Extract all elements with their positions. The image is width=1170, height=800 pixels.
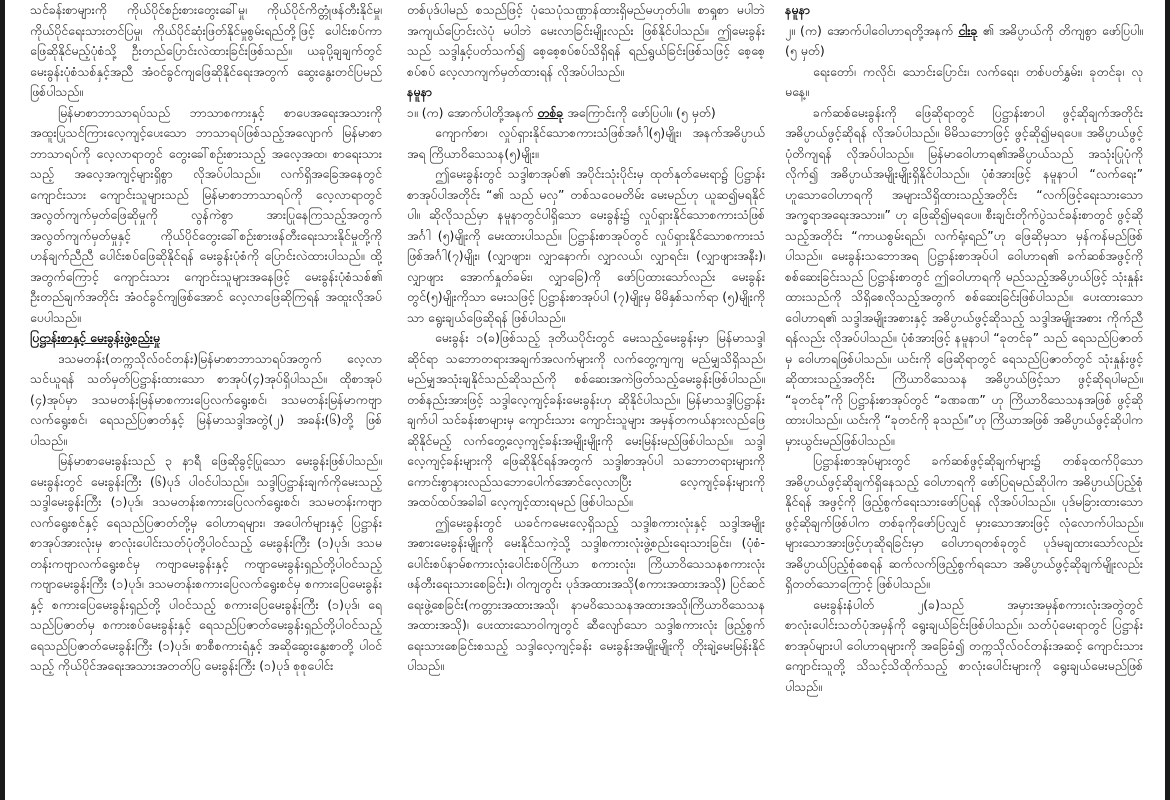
text-column-3 — [785, 0, 1143, 800]
example-label: နမူနာ — [407, 84, 432, 99]
paragraph: တစ်ပုဒ်ပါမည် စသည်ဖြင့် ပုံသေပုံသဏ္ဌာန်ထားရှိမည်မဟုတ်ပါ။ စာရှုစာ မပါဘဲ အကျယ်ပြောင်းလဲပုံ မပါဘဲ မေးလာခြင်းမျိုးလည်း ဖြစ်နိုင်ပါသည်။ ဤမေးခွန်းသည် သဒ္ဒါနှင့်ပတ်သက်၍ စေ့စေ့စပ်စပ်သိရှိရန် ရည်ရွယ်ခြင်းဖြစ်သဖြင့် စေ့စေ့စပ်စပ် လေ့လာကျက်မှတ်ထားရန် လိုအပ်ပါသည်။ — [407, 2, 765, 79]
question-text: အကြောင်းကို ဖော်ပြပါ။ (၅ မှတ်) — [563, 104, 716, 120]
paragraph: မြန်မာစာဘာသာရပ်သည် ဘာသာစကားနှင့် စာပေအရေးအသားကို အထူးပြုသင်ကြားလေ့ကျင့်ပေးသော ဘာသာရပ်ဖြစ်သည့်အလျောက် မြန်မာစာဘာသာရပ်ကို လေ့လာရာတွင် တွေးခေါ်စဉ်းစားသည့် အလေ့အထ၊ စာရေးသားသည့် အလေ့အကျင့်များရှိစွာ လိုအပ်ပါသည်။ လက်ရှိအခြေအနေတွင် ကျောင်းသား ကျောင်းသူများသည် မြန်မာစာဘာသာရပ်ကို လေ့လာရာတွင် အလွတ်ကျက်မှတ်ဖြေဆိုမှုကို လွန်ကဲစွာ အားပြုနေကြသည့်အတွက် အလွတ်ကျက်မှတ်မှုနှင့် ကိုယ်ပိုင်တွေးခေါ်စဉ်းစားဖန်တီးရေးသားနိုင်မှုတို့ကို ဟန်ချက်ညီညီ ပေါင်းစပ်ဖြေဆိုနိုင်ရန် မေးခွန်းပုံစံကို ပြောင်းလဲထားပါသည်။ ထို့အတွက်ကြောင့် ကျောင်းသား ကျောင်းသူများအနေဖြင့် မေးခွန်းပုံစံသစ်၏ ဦးတည်ချက်အတိုင်း အံဝင်ခွင်ကျဖြစ်အောင် လေ့လာဖြေဆိုကြရန် အထူးလိုအပ်ပေပါသည်။ — [30, 104, 382, 325]
paragraph: ဒသမတန်း(တက္ကသိုလ်ဝင်တန်း)မြန်မာစာဘာသာရပ်အတွက် လေ့လာသင်ယူရန် သတ်မှတ်ပြဋ္ဌာန်းထားသော စာအုပ်(၄)အုပ်ရှိပါသည်။ ထိုစာအုပ် (၄)အုပ်မှာ ဒသမတန်းမြန်မာစကားပြေလက်ရွေးစင်၊ ဒသမတန်းမြန်မာကဗျာလက်ရွေးစင်၊ ရေသည်ပြဇာတ်နှင့် မြန်မာသဒ္ဒါအတွဲ(၂) အခန်း(၆)တို့ ဖြစ်ပါသည်။ — [30, 350, 382, 448]
right-border-rule — [1165, 0, 1170, 800]
paragraph: မြန်မာစာမေးခွန်းသည် ၃ နာရီ ဖြေဆိုခွင့်ပြုသော မေးခွန်းဖြစ်ပါသည်။ မေးခွန်းတွင် မေးခွန်းကြီး (၆)ပုဒ် ပါဝင်ပါသည်။ သဒ္ဒါပြဋ္ဌာန်းချက်ကိုမေးသည့် သဒ္ဒါမေးခွန်းကြီး (၁)ပုဒ်၊ ဒသမတန်းစကားပြေလက်ရွေးစင်၊ ဒသမတန်းကဗျာလက်ရွေးစင်နှင့် ရေသည်ပြဇာတ်တို့မှ ဝေါဟာရများ၊ အပေါက်များနှင့် ပြဋ္ဌာန်းစာအုပ်အားလုံးမှ စာလုံးပေါင်းသတ်ပုံတို့ပါဝင်သည့် မေးခွန်းကြီး (၁)ပုဒ်၊ ဒသမတန်းကဗျာလက်ရွေးစင်မှ ကဗျာမေးခွန်းနှင့် ကဗျာမေးခွန်းရှည်တို့ပါဝင်သည့် ကဗျာမေးခွန်းကြီး (၁)ပုဒ်၊ ဒသမတန်းစကားပြေလက်ရွေးစင်မှ စကားပြေမေးခွန်းနှင့် စကားပြေမေးခွန်းရှည်တို့ ပါဝင်သည့် စကားပြေမေးခွန်းကြီး (၁)ပုဒ်၊ ရေသည်ပြဇာတ်မှ စကားစပ်မေးခွန်းနှင့် ရေသည်ပြဇာတ်မေးခွန်းရှည်တို့ပါဝင်သည့် ရေသည်ပြဇာတ်မေးခွန်းကြီး (၁)ပုဒ်၊ စာစီစကားရံနှင့် အဆိုဆွေးနွေးစာတို့ ပါဝင်သည့် ကိုယ်ပိုင်အရေးအသားအတတ်ပြ မေးခွန်းကြီး (၁)ပုဒ် စုစုပေါင်း — [30, 453, 382, 673]
paragraph: ဤမေးခွန်းတွင် သဒ္ဒါစာအုပ်၏ အပိုင်းသုံးပိုင်းမှ ထုတ်နုတ်မေးရာ၌ ပြဋ္ဌာန်းစာအုပ်ပါအတိုင်း “၏ သည် မလှ” တစ်သဝေမတိမ်း မေးမည်ဟု ယူဆ၍မရနိုင်ပါ။ ဆိုလိုသည်မှာ နမူနာတွင်ပါရှိသော မေးခွန်း၌ လှုပ်ရှားနိုင်သောစကားသံဖြစ်အင်္ဂါ (၅)မျိုးကို မေးထားပါသည်။ ပြဋ္ဌာန်းစာအုပ်တွင် လှုပ်ရှားနိုင်သောစကားသံဖြစ်အင်္ဂါ(၇)မျိုး၊ (လျှာဖျား၊ လျှာနောက်၊ လျှာလယ်၊ လျှာရင်း၊ (လျှာဖျားအနီး)၊ လျှာဖျား အောက်နှုတ်ခမ်း၊ လျှာခြေ)ကို ဖော်ပြထားသော်လည်း မေးခွန်းတွင်(၅)မျိုးကိုသာ မေးသဖြင့် ပြဋ္ဌာန်းစာအုပ်ပါ (၇)မျိုးမှ မိမိနှစ်သက်ရာ (၅)မျိုးကိုသာ ရွေးချယ်ဖြေဆိုရန် ဖြစ်ပါသည်။ — [407, 166, 765, 325]
example-question — [785, 21, 1143, 62]
paragraph: မေးခွန်းနံပါတ် ၂(ခ)သည် အမှားအမှန်စကားလုံးအတွဲတွင် စာလုံးပေါင်းသတ်ပုံအမှန်ကို ရွေးချယ်ခြင်းဖြစ်ပါသည်။ သတ်ပုံမေးရာတွင် ပြဋ္ဌာန်းစာအုပ်များပါ ဝေါဟာရများကို အခြေခံ၍ တက္ကသိုလ်ဝင်တန်းအဆင့် ကျောင်းသား ကျောင်းသူတို့ သိသင့်သိထိုက်သည့် စာလုံးပေါင်းများကို ရွေးချယ်မေးမည်ဖြစ်ပါသည်။ — [785, 596, 1143, 694]
example-items: ကျောက်စာ၊ လှုပ်ရှားနိုင်သောစကားသံဖြစ်အင်္ဂါ(၅)မျိုး၊ အနက်အဓိပ္ပာယ်အရ ကြိယာဝိသေသန(၅)မျိုး။ — [407, 125, 765, 161]
section-heading: ပြဋ္ဌာန်းစာနှင့် မေးခွန်းဖွဲ့စည်းမှု — [30, 330, 160, 345]
question-text: (က) အောက်ပါတို့အနက် — [421, 104, 538, 120]
example-label: နမူနာ — [785, 2, 810, 17]
question-emphasis: တစ်ခု — [537, 104, 564, 120]
text-column-1 — [30, 0, 382, 800]
question-number: ၂။ — [785, 22, 795, 38]
question-emphasis: ငါးခု — [958, 22, 978, 38]
paragraph: ဤမေးခွန်းတွင် ယခင်ကမေးလေ့ရှိသည့် သဒ္ဒါစကားလုံးနှင့် သဒ္ဒါအမျိုးအစားမေးခွန်းမျိုးကို မေးနိုင်သကဲ့သို့ သဒ္ဒါစကားလုံးဖွဲ့စည်းရေးသားခြင်း၊ (ပုံစံ-ပေါင်းစပ်နာမ်စကားလုံးပေါင်းစပ်ကြိယာ စကားလုံး၊ ကြိယာဝိသေသနစကားလုံး ဖန်တီးရေးသားစေခြင်း)၊ ဝါကျတွင်း ပုဒ်အထားအသို(စကားအထားအသို) ပြင်ဆင်ရေးဖွဲ့စေခြင်း(ကတ္တားအထားအသို၊ နာမဝိသေသနအထားအသို၊ကြိယာဝိသေသနအထားအသို)၊ ပေးထားသောဝါကျတွင် ဆီလျော်သော သဒ္ဒါစကားလုံး ဖြည့်စွက်ရေးသားစေခြင်းစသည့် သဒ္ဒါလေ့ကျင့်ခန်း မေးခွန်းအမျိုးမျိုးကို တိုးချဲ့မေးမြန်းနိုင်ပါသည်။ — [407, 514, 765, 673]
question-number: ၁။ — [407, 104, 418, 120]
text-column-2 — [407, 0, 765, 800]
paragraph: ပြဋ္ဌာန်းစာအုပ်များတွင် ခက်ဆစ်ဖွင့်ဆိုချက်များ၌ တစ်ခုထက်ပိုသော အဓိပ္ပာယ်ဖွင့်ဆိုချက်ရှိနေသည့် ဝေါဟာရကို ဖော်ပြရမည်ဆိုပါက အဓိပ္ပာယ်ပြည့်စုံနိုင်ရန် အဖွင့်ကို ဖြည့်စွက်ရေးသားဖော်ပြရန် လိုအပ်ပါသည်။ ပုဒ်မခြားထားသော ဖွင့်ဆိုချက်ဖြစ်ပါက တစ်ခုကိုဖော်ပြလျှင် မှားသောအားဖြင့် လုံလောက်ပါသည်။ များသောအားဖြင့်ဟုဆိုရခြင်းမှာ ဝေါဟာရတစ်ခုတွင် ပုဒ်မချထားသော်လည်း အဓိပ္ပာယ်ပြည့်စုံစေရန် ဆက်လက်ဖြည့်စွက်ရသော အဓိပ္ပာယ်ဖွင့်ဆိုချက်မျိုးလည်း ရှိတတ်သောကြောင့် ဖြစ်ပါသည်။ — [785, 453, 1143, 591]
question-text: (က) အောက်ပါဝေါဟာရတို့အနက် — [800, 22, 959, 38]
example-question — [407, 103, 765, 124]
paragraph: သင်ခန်းစာများကို ကိုယ်ပိုင်စဉ်းစားတွေးခေါ်မှု၊ ကိုယ်ပိုင်ကိတ္တုံဖန်တီးနိုင်မှု၊ ကိုယ်ပိုင်ရေးသားတင်ပြမှု၊ ကိုယ်ပိုင်ဆုံးဖြတ်နိုင်မှုစွမ်းရည်တို့ဖြင့် ပေါင်းစပ်ကာဖြေဆိုနိုင်မည့်ပုံစံသို့ ဦးတည်ပြောင်းလဲထားခြင်းဖြစ်သည်။ ယခုပို့ချချက်တွင် မေးခွန်းပုံစံသစ်နှင့်အညီ အံဝင်ခွင်ကျဖြေဆိုနိုင်ရေးအတွက် ဆွေးနွေးတင်ပြမည်ဖြစ်ပါသည်။ — [30, 2, 382, 99]
example-items: ရေးတော်၊ ကလိုင်၊ သောင်းပြောင်း၊ လက်ရေး၊ တစ်ပတ်နွှမ်း၊ ခုတင်ခု၊ လုမနေ့။ — [785, 63, 1143, 99]
paragraph: ခက်ဆစ်မေးခွန်းကို ဖြေဆိုရာတွင် ပြဋ္ဌာန်းစာပါ ဖွင့်ဆိုချက်အတိုင်း အဓိပ္ပာယ်ဖွင့်ဆိုရန် လိုအပ်ပါသည်။ မိမိသဘောဖြင့် ဖွင့်ဆို၍မရပေ။ အဓိပ္ပာယ်ဖွင့်ပုံတိကျရန် လိုအပ်ပါသည်။ မြန်မာဝေါဟာရ၏အဓိပ္ပာယ်သည် အသုံးပြုပုံကိုလိုက်၍ အဓိပ္ပာယ်အမျိုးမျိုးရှိနိုင်ပါသည်။ ပုံစံအားဖြင့် နမူနာပါ “လက်ရေး” ဟူသောဝေါဟာရကို အများသိရှိထားသည့်အတိုင်း “လက်ဖြင့်ရေးသားသော အက္ခရာအရေးအသား။” ဟု ဖြေဆို၍မရပေ။ စီးချင်းတိုက်ပွဲသင်ခန်းစာတွင် ဖွင့်ဆိုသည့်အတိုင်း “ကာယစွမ်းရည်၊ လက်ရုံးရည်”ဟု ဖြေဆိုမှသာ မှန်ကန်မည်ဖြစ်ပါသည်။ မေးခွန်းသဘောအရ ပြဋ္ဌာန်းစာအုပ်ပါ ဝေါဟာရ၏ ခက်ဆစ်အဖွင့်ကို စစ်ဆေးခြင်းသည် ပြဋ္ဌာန်းစာတွင် ဤဝေါဟာရကို မည်သည့်အဓိပ္ပာယ်ဖြင့် သုံးနှုန်းထားသည်ကို သိရှိစေလိုသည့်အတွက် စစ်ဆေးခြင်းဖြစ်ပါသည်။ ပေးထားသောဝေါဟာရ၏ သဒ္ဒါအမျိုးအစားနှင့် အဓိပ္ပာယ်ဖွင့်ဆိုသည့် သဒ္ဒါအမျိုးအစား ကိုက်ညီရန်လည်း လိုအပ်ပါသည်။ ပုံစံအားဖြင့် နမူနာပါ “ခုတင်ခု” သည် ရေသည်ပြဇာတ်မှ ဝေါဟာရဖြစ်ပါသည်။ ယင်းကို ဖြေဆိုရာတွင် ရေသည်ပြဇာတ်တွင် သုံးနှုန်းဖွင့်ဆိုထားသည့်အတိုင်း ကြိယာဝိသေသန အဓိပ္ပာယ်ဖြင့်သာ ဖွင့်ဆိုရပါမည်။ “ခုတင်ခု”ကို ပြဋ္ဌာန်းစာအုပ်တွင် “ခဏခဏ” ဟု ကြိယာဝိသေသနအဖြစ် ဖွင့်ဆိုထားပါသည်။ ယင်းကို “ခုတင်ကို ခုသည်။”ဟု ကြိယာအဖြစ် အဓိပ္ပာယ်ဖွင့်ဆိုပါက မှားယွင်းမည်ဖြစ်ပါသည်။ — [785, 104, 1143, 448]
left-border-rule — [0, 0, 5, 800]
question-text: ၏ အဓိပ္ပာယ်ကို တိကျစွာ ဖော်ပြပါ။ (၅ မှတ်) — [785, 22, 1143, 58]
paragraph: မေးခွန်း ၁(ခ)ဖြစ်သည့် ဒုတိယပိုင်းတွင် မေးသည့်မေးခွန်းမှာ မြန်မာသဒ္ဒါဆိုင်ရာ သဘောတရားအချက်အလက်များကို လက်တွေ့ကျကျ မည်မျှသိရှိသည်၊ မည်မျှအသုံးချနိုင်သည်ဆိုသည်ကို စစ်ဆေးအကဲဖြတ်သည့်မေးခွန်းဖြစ်ပါသည်။ တစ်နည်းအားဖြင့် သဒ္ဒါလေ့ကျင့်ခန်းမေးခွန်းဟု ဆိုနိုင်ပါသည်။ မြန်မာသဒ္ဒါပြဋ္ဌာန်းချက်ပါ သင်ခန်းစာများမှ ကျောင်းသား ကျောင်းသူများ အမှန်တကယ်နားလည်ဖြေဆိုနိုင်မည့် လက်တွေ့လေ့ကျင့်ခန်းအမျိုးမျိုးကို မေးမြန်းမည်ဖြစ်ပါသည်။ သဒ္ဒါလေ့ကျင့်ခန်းများကို ဖြေဆိုနိုင်ရန်အတွက် သဒ္ဒါစာအုပ်ပါ သဘောတရားများကို ကောင်းစွာနားလည်သဘောပေါက်အောင်လေ့လာပြီး လေ့ကျင့်ခန်းများကို အထပ်ထပ်အခါခါ လေ့ကျင့်ထားရမည် ဖြစ်ပါသည်။ — [407, 330, 765, 509]
